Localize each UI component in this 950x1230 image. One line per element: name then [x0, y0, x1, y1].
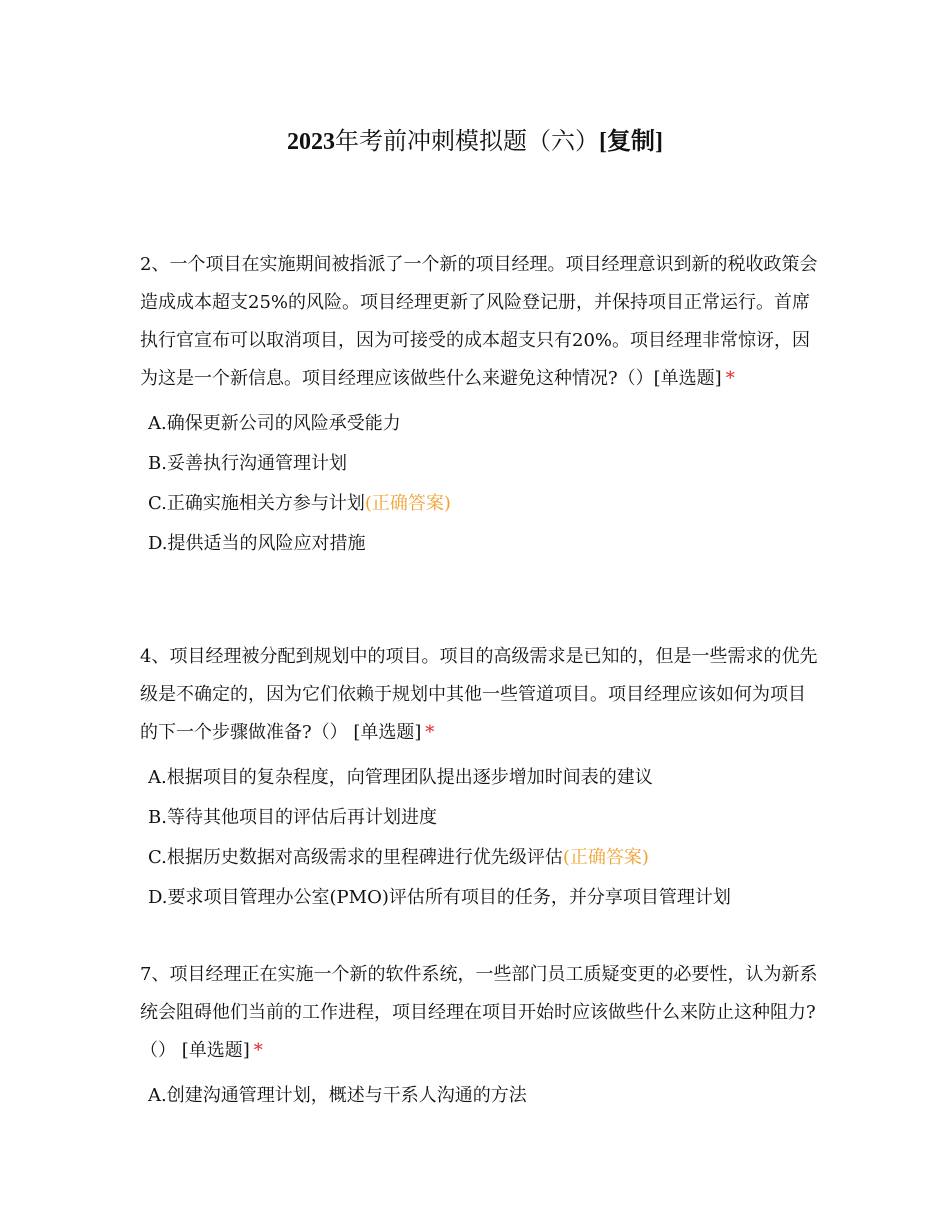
- option-list: [148, 758, 820, 918]
- question-2: [140, 246, 820, 564]
- option-list: [148, 404, 820, 564]
- option-label: A.创建沟通管理计划，概述与干系人沟通的方法: [148, 1085, 527, 1106]
- option-label: B.等待其他项目的评估后再计划进度: [148, 807, 437, 828]
- correct-answer-tag: (正确答案): [562, 847, 649, 868]
- question-4: [140, 638, 820, 918]
- question-stem: 2、一个项目在实施期间被指派了一个新的项目经理。项目经理意识到新的税收政策会造成成本超支25%的风险。项目经理更新了风险登记册，并保持项目正常运行。首席执行官宣布可以取消项目，因为可接受的成本超支只有20%。项目经理非常惊讶，因为这是一个新信息。项目经理应该做些什么来避免这种情况?（）[单选题]: [140, 254, 818, 389]
- option-a[interactable]: [148, 404, 820, 444]
- correct-answer-tag: (正确答案): [364, 493, 451, 514]
- option-c[interactable]: [148, 838, 820, 878]
- page-title: [0, 124, 950, 160]
- question-7: [140, 956, 820, 1116]
- required-asterisk: *: [425, 722, 435, 743]
- option-b[interactable]: [148, 444, 820, 484]
- option-label: B.妥善执行沟通管理计划: [148, 453, 347, 474]
- required-asterisk: *: [725, 368, 735, 389]
- option-a[interactable]: [148, 758, 820, 798]
- option-label: A.根据项目的复杂程度，向管理团队提出逐步增加时间表的建议: [148, 767, 653, 788]
- option-d[interactable]: [148, 524, 820, 564]
- question-text: [140, 246, 820, 398]
- question-stem: 4、项目经理被分配到规划中的项目。项目的高级需求是已知的，但是一些需求的优先级是不确定的，因为它们依赖于规划中其他一些管道项目。项目经理应该如何为项目的下一个步骤做准备?（） [单选题]: [140, 646, 818, 743]
- option-label: C.正确实施相关方参与计划: [148, 493, 365, 514]
- option-label: D.提供适当的风险应对措施: [148, 533, 366, 554]
- option-label: D.要求项目管理办公室(PMO)评估所有项目的任务，并分享项目管理计划: [148, 887, 731, 908]
- option-label: A.确保更新公司的风险承受能力: [148, 413, 401, 434]
- question-text: [140, 956, 820, 1070]
- option-b[interactable]: [148, 798, 820, 838]
- option-d[interactable]: [148, 878, 820, 918]
- title-suffix: [复制]: [599, 129, 663, 156]
- option-list: [148, 1076, 820, 1116]
- required-asterisk: *: [253, 1040, 263, 1061]
- title-main: 年考前冲刺模拟题（六）: [335, 129, 599, 156]
- option-c[interactable]: [148, 484, 820, 524]
- title-year: 2023: [287, 129, 335, 156]
- question-text: [140, 638, 820, 752]
- option-label: C.根据历史数据对高级需求的里程碑进行优先级评估: [148, 847, 563, 868]
- question-stem: 7、项目经理正在实施一个新的软件系统，一些部门员工质疑变更的必要性，认为新系统会阻碍他们当前的工作进程，项目经理在项目开始时应该做些什么来防止这种阻力?（） [单选题]: [140, 964, 818, 1061]
- option-a[interactable]: [148, 1076, 820, 1116]
